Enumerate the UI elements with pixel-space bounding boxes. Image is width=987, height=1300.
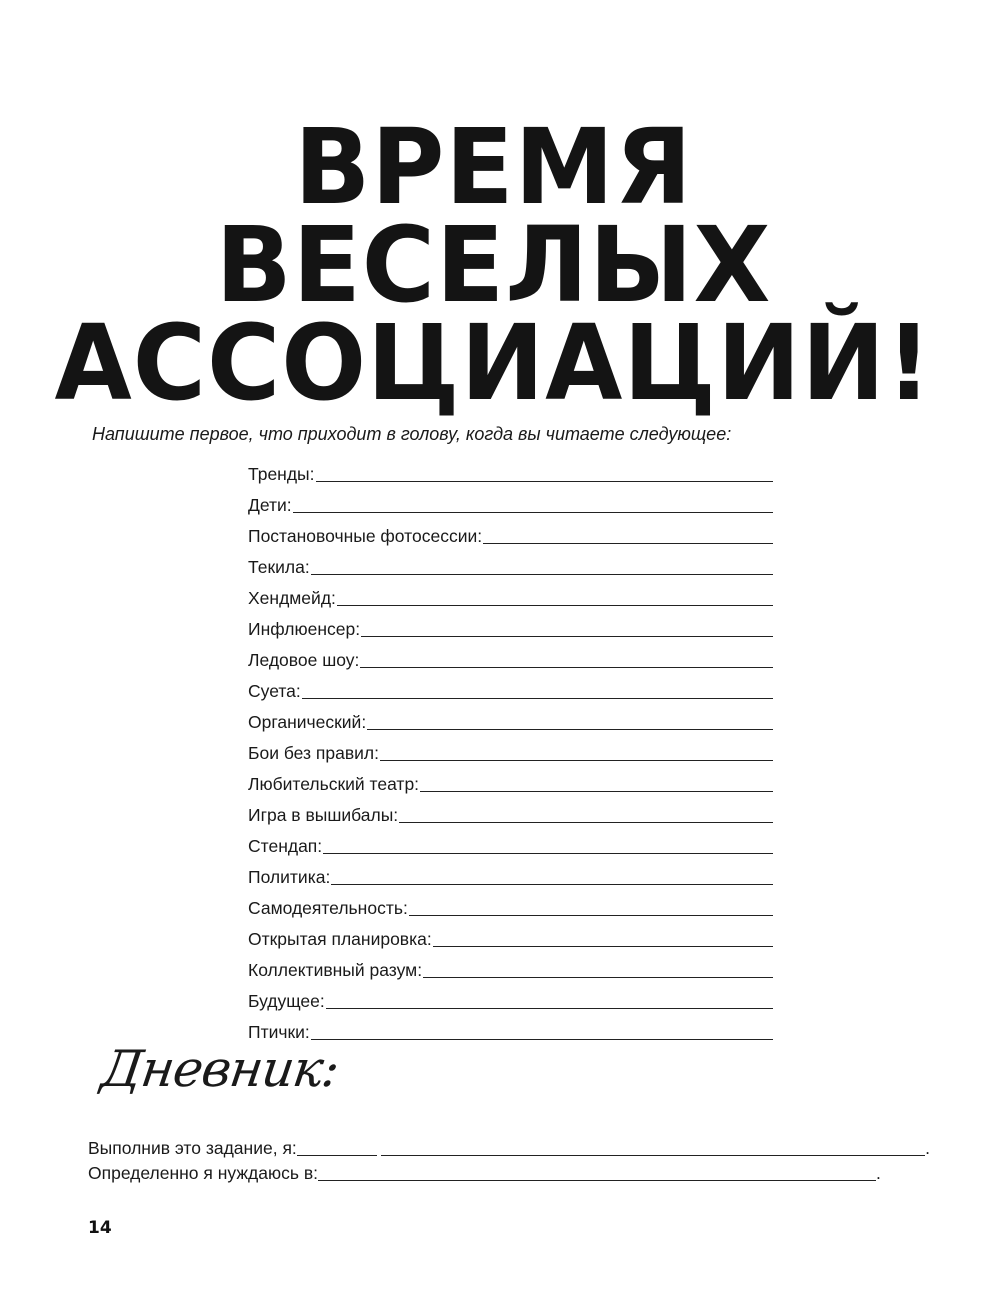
answer-line[interactable] [423,977,773,978]
diary-prompt-need: Определенно я нуждаюсь в: [88,1163,319,1183]
association-row [248,952,773,983]
association-label: Бои без правил: [248,743,380,763]
diary-row-need [88,1163,930,1186]
answer-line[interactable] [311,574,773,575]
diary-prompt-completed: Выполнив это задание, я: [88,1138,297,1158]
association-label: Будущее: [248,991,325,1011]
answer-line[interactable] [433,946,773,947]
association-label: Хендмейд: [248,588,336,608]
association-label: Ледовое шоу: [248,650,360,670]
association-row [248,890,773,921]
answer-line[interactable] [409,915,773,916]
answer-line[interactable] [323,853,773,854]
association-row [248,983,773,1014]
association-row [248,642,773,673]
page-number: 14 [88,1218,112,1238]
association-label: Птички: [248,1022,310,1042]
association-label: Самодеятельность: [248,898,408,918]
association-label: Тренды: [248,464,315,484]
association-row [248,611,773,642]
association-label: Открытая планировка: [248,929,432,949]
answer-line[interactable] [311,1039,773,1040]
answer-line[interactable] [399,822,773,823]
answer-line[interactable] [297,1155,377,1156]
association-label: Текила: [248,557,310,577]
association-list [248,456,773,1045]
association-label: Стендап: [248,836,323,856]
answer-line[interactable] [302,698,773,699]
diary-row-completed [88,1138,930,1161]
end-period: . [925,1138,930,1158]
answer-line[interactable] [380,760,773,761]
association-label: Любительский театр: [248,774,420,794]
association-label: Суета: [248,681,301,701]
diary-heading: Дневник: [97,1040,343,1098]
answer-line[interactable] [381,1155,925,1156]
answer-line[interactable] [337,605,773,606]
association-row [248,921,773,952]
instruction-text: Напишите первое, что приходит в голову, когда вы читаете следующее: [92,424,732,444]
association-row [248,766,773,797]
answer-line[interactable] [318,1180,876,1181]
association-row [248,735,773,766]
association-row [248,828,773,859]
association-row [248,797,773,828]
association-label: Игра в вышибалы: [248,805,399,825]
association-row [248,487,773,518]
end-period: . [876,1163,881,1183]
answer-line[interactable] [420,791,773,792]
page-title [20,106,968,424]
association-row [248,704,773,735]
association-label: Коллективный разум: [248,960,423,980]
answer-line[interactable] [483,543,773,544]
answer-line[interactable] [293,512,773,513]
association-label: Дети: [248,495,292,515]
association-row [248,549,773,580]
association-row [248,518,773,549]
title-line-3: АССОЦИАЦИЙ! [54,302,933,424]
answer-line[interactable] [326,1008,773,1009]
answer-line[interactable] [367,729,773,730]
answer-line[interactable] [316,481,774,482]
association-label: Политика: [248,867,331,887]
association-row [248,580,773,611]
title-line-2: ВЕСЕЛЫХ [215,204,772,326]
association-row [248,456,773,487]
title-line-1: ВРЕМЯ [294,106,693,228]
association-label: Органический: [248,712,367,732]
answer-line[interactable] [331,884,773,885]
answer-line[interactable] [361,636,773,637]
association-label: Инфлюенсер: [248,619,361,639]
association-label: Постановочные фотосессии: [248,526,483,546]
answer-line[interactable] [360,667,773,668]
association-row [248,859,773,890]
association-row [248,673,773,704]
